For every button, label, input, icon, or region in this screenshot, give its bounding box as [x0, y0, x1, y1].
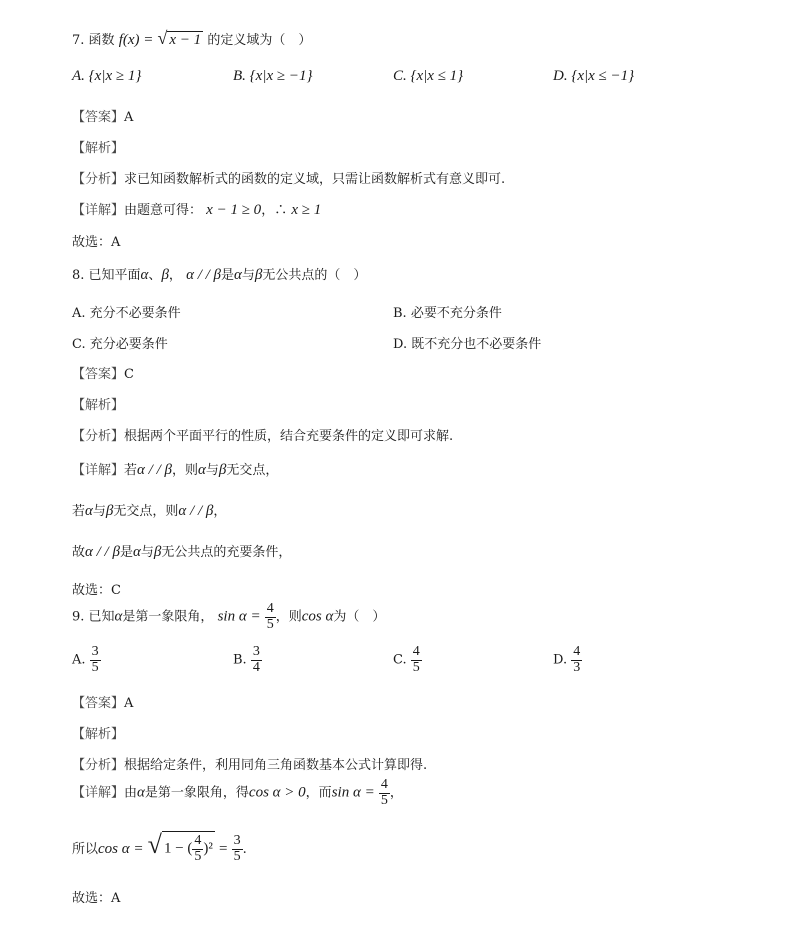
q7-function: f(x) = — [118, 32, 154, 48]
q7-choice: 故选：A — [72, 235, 121, 250]
q7-answer — [72, 106, 133, 125]
q8-option-c: C. 充分必要条件 — [72, 337, 168, 352]
q7-stem-prefix: 7. 函数 — [72, 33, 115, 48]
q8-option-d: D. 既不充分也不必要条件 — [393, 337, 542, 352]
answer-value: A — [124, 110, 134, 125]
q8-analysis: 【分析】根据两个平面平行的性质，结合充要条件的定义即可求解. — [72, 429, 454, 444]
q8-stem: 8. 已知平面α、β， α / / β是α与β无公共点的（ ） — [72, 267, 367, 283]
q7-option-a: A. {x|x ≥ 1} — [72, 68, 142, 84]
q8-jiexi: 【解析】 — [72, 398, 125, 413]
q9-stem-fraction: $\frac{4}{5}$ — [266, 601, 274, 632]
answer-tag: 【答案】 — [72, 110, 125, 125]
q8-choice: 故选：C — [72, 583, 121, 598]
radical-sign-icon: √ — [157, 28, 168, 48]
q9-option-c: C. $\frac{4}{5}$ — [393, 644, 420, 675]
q8-answer: 【答案】C — [72, 367, 134, 382]
q8-detail-3: 故α / / β是α与β无公共点的充要条件， — [72, 544, 292, 560]
q9-option-a: A. $\frac{3}{5}$ — [72, 644, 99, 675]
q9-answer: 【答案】A — [72, 696, 134, 711]
q7-option-c: C. {x|x ≤ 1} — [393, 68, 464, 84]
q7-stem-suffix: 的定义域为（ ） — [207, 33, 312, 48]
q9-choice: 故选：A — [72, 891, 121, 906]
q7-jiexi: 【解析】 — [72, 141, 125, 156]
radical-sign-icon: √ — [147, 830, 162, 859]
q7-detail: 【详解】由题意可得： x − 1 ≥ 0，∴ x ≥ 1 — [72, 202, 322, 218]
q8-option-a: A. 充分不必要条件 — [72, 306, 181, 321]
q9-stem: 9. 已知α是第一象限角， sin α = $\frac{4}{5}$ ，则cos α为（ ） — [72, 601, 386, 632]
q9-option-d: D. $\frac{4}{3}$ — [553, 644, 581, 675]
q9-analysis: 【分析】根据给定条件，利用同角三角函数基本公式计算即得. — [72, 758, 428, 773]
q8-detail-2: 若α与β无交点，则α / / β， — [72, 503, 227, 519]
q7-option-b: B. {x|x ≥ −1} — [233, 68, 313, 84]
q9-radicand: 1 − ( $\frac{4}{5}$ )² — [163, 833, 213, 865]
q9-detail-1: 【详解】由α是第一象限角，得cos α > 0，而sin α = $\frac{4}{5}$ ， — [72, 777, 403, 808]
q7-analysis: 【分析】求已知函数解析式的函数的定义域，只需让函数解析式有意义即可. — [72, 172, 506, 187]
q8-option-b: B. 必要不充分条件 — [393, 306, 502, 321]
q7-radicand: x − 1 — [169, 32, 202, 48]
q9-option-b: B. $\frac{3}{4}$ — [233, 644, 260, 675]
q9-detail-2: 所以cos α = √ 1 − ( $\frac{4}{5}$ )² = $\frac{3}{5}$ . — [72, 830, 247, 865]
q7-stem — [72, 28, 311, 49]
q8-detail-1: 【详解】若α / / β，则α与β无交点， — [72, 462, 279, 478]
q9-jiexi: 【解析】 — [72, 727, 125, 742]
q7-option-d: D. {x|x ≤ −1} — [553, 68, 635, 84]
